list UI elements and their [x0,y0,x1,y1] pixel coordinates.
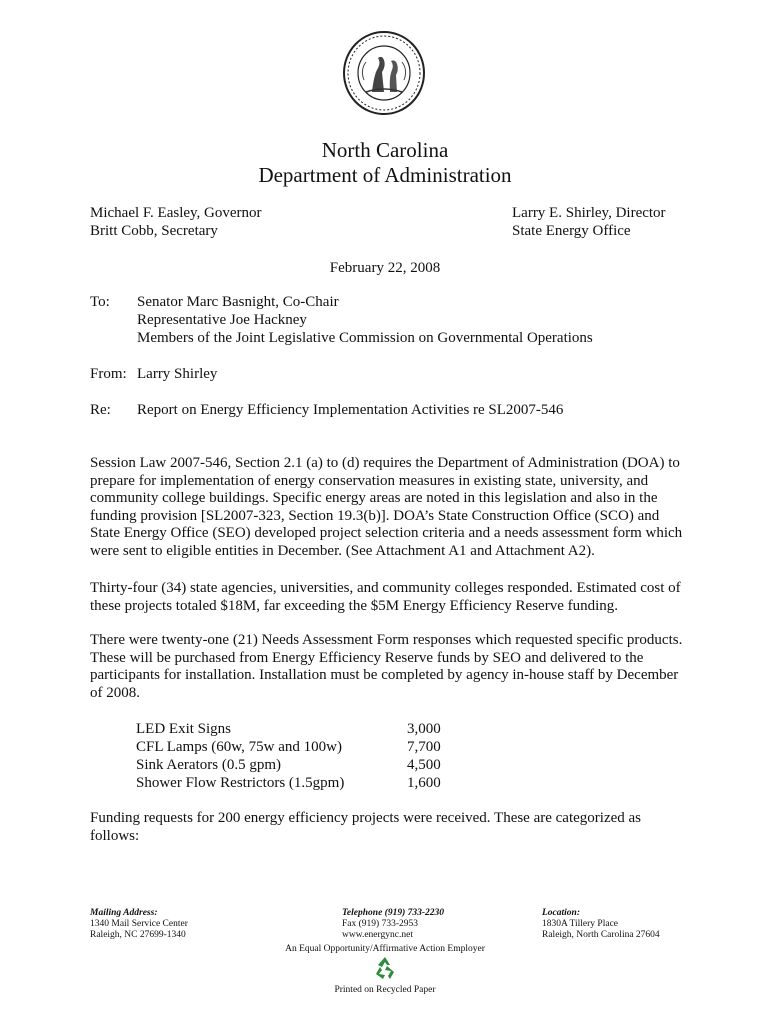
product-name: LED Exit Signs [136,721,232,737]
mailing-line: 1340 Mail Service Center [90,919,188,929]
mailing-header: Mailing Address: [90,908,158,918]
body-paragraph: Session Law 2007-546, Section 2.1 (a) to (d) requires the Department of Administration (DOA) to prepare for implementation of energy conservation measures in existing state, university, and community college buildings. Specific energy areas are noted in this legislation and also in the funding provision [SL2007-323, Section 19.3(b)]. DOA’s State Construction Office (SCO) and State Energy Office (SEO) developed project selection criteria and a needs assessment form which were sent to eligible entities in December. (See Attachment A1 and Attachment A2). [90,455,683,559]
website-link[interactable]: www.energync.net [342,930,413,940]
location-line: Raleigh, North Carolina 27604 [542,930,660,940]
to-label: To: [90,294,110,310]
to-recipient: Members of the Joint Legislative Commission on Governmental Operations [137,330,593,346]
to-recipient: Senator Marc Basnight, Co-Chair [137,294,339,310]
re-subject: Report on Energy Efficiency Implementation Activities re SL2007-546 [137,402,564,418]
product-qty: 4,500 [407,757,441,773]
to-recipient: Representative Joe Hackney [137,312,307,328]
list-item [136,739,446,757]
eoe-statement: An Equal Opportunity/Affirmative Action Employer [285,944,485,954]
product-name: CFL Lamps (60w, 75w and 100w) [136,739,342,755]
from-value: Larry Shirley [137,366,218,382]
location-line: 1830A Tillery Place [542,919,619,929]
phone-header: Telephone (919) 733-2230 [342,908,445,918]
product-qty: 1,600 [407,775,441,791]
re-label: Re: [90,402,111,418]
list-item [136,775,446,793]
body-paragraph: Thirty-four (34) state agencies, universities, and community colleges responded. Estimated cost of these projects totaled $18M, far exceeding the $5M Energy Efficiency Reserve funding. [90,580,681,614]
secretary-line: Britt Cobb, Secretary [90,223,218,239]
product-qty: 3,000 [407,721,441,737]
list-item [136,757,446,775]
product-name: Sink Aerators (0.5 gpm) [136,757,281,773]
org-name: North Carolina [321,138,449,162]
state-seal-icon [342,30,426,116]
body-paragraph: There were twenty-one (21) Needs Assessment Form responses which requested specific products. These will be purchased from Energy Efficiency Reserve funds by SEO and delivered to the participants for installation. Installation must be completed by agency in-house staff by December of 2008. [90,632,683,701]
recycle-icon [372,955,398,981]
footer-location [542,908,660,941]
governor-line: Michael F. Easley, Governor [90,205,262,221]
location-header: Location: [542,908,580,918]
department-name: Department of Administration [258,163,512,187]
list-item [136,721,446,739]
recycled-note: Printed on Recycled Paper [334,985,436,995]
product-name: Shower Flow Restrictors (1.5gpm) [136,775,345,791]
memo-date: February 22, 2008 [329,260,441,276]
body-paragraph: Funding requests for 200 energy efficiency projects were received. These are categorized as follows: [90,810,642,844]
fax-line: Fax (919) 733-2953 [342,919,418,929]
footer-contact [342,908,444,941]
from-label: From: [90,366,127,382]
office-line: State Energy Office [512,223,631,239]
director-line: Larry E. Shirley, Director [512,205,666,221]
footer-mailing [90,908,188,941]
product-qty: 7,700 [407,739,441,755]
mailing-line: Raleigh, NC 27699-1340 [90,930,186,940]
